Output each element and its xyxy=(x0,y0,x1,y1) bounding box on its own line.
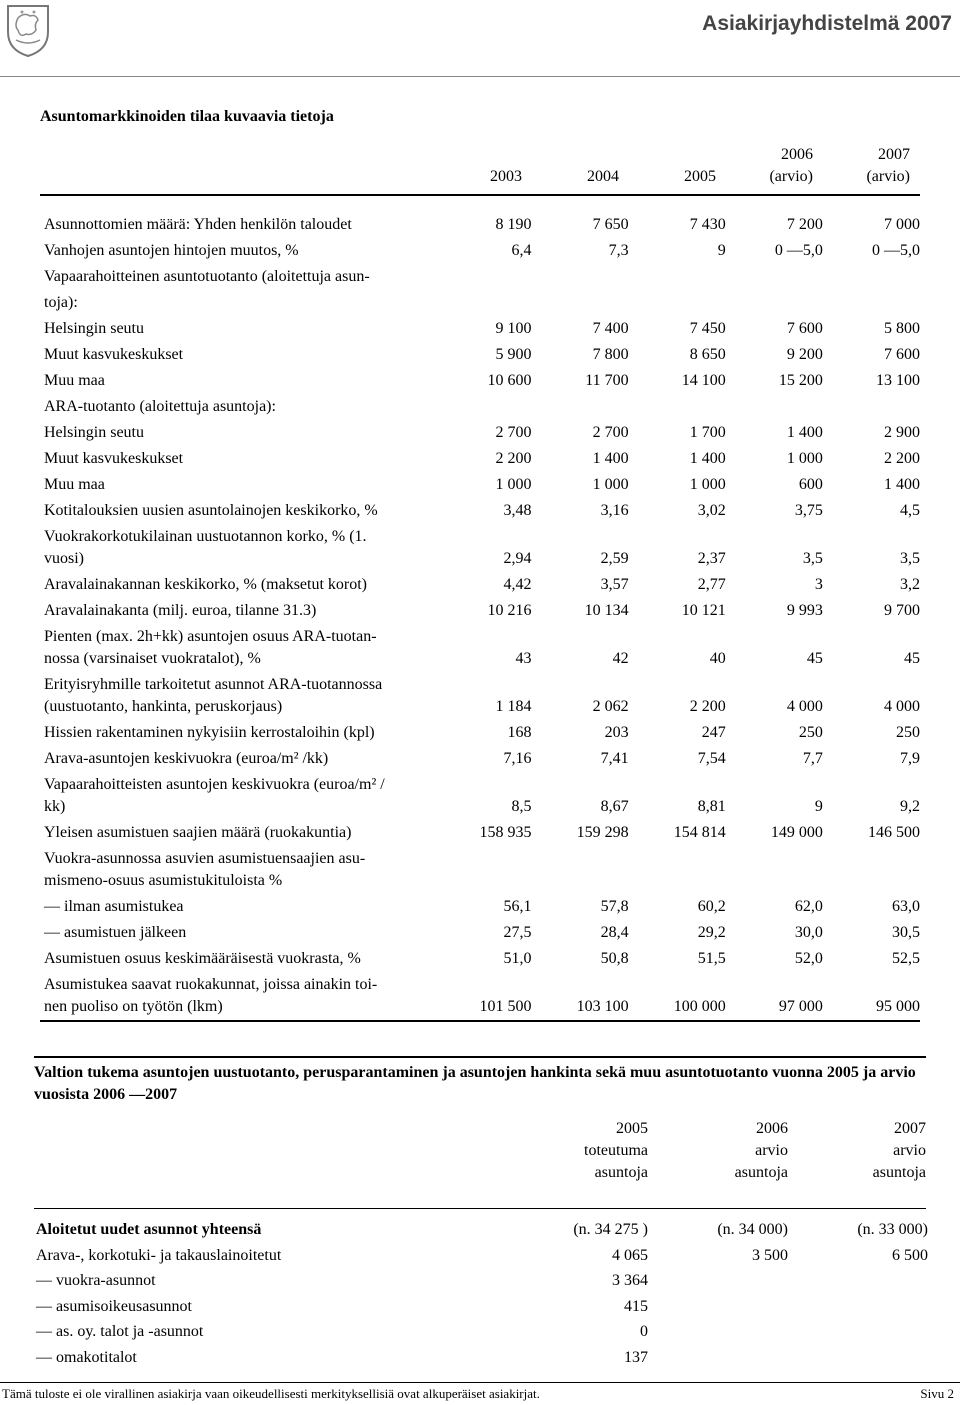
value-cell: 60,2 xyxy=(697,898,726,915)
row-label-line: — ilman asumistukea xyxy=(44,898,184,915)
value-cell: 0 —5,0 xyxy=(774,242,823,259)
table1-col-2003: 2003 xyxy=(490,168,522,185)
row-label xyxy=(40,394,434,420)
value-cell: 13 100 xyxy=(876,372,920,389)
row-label xyxy=(40,598,434,624)
value-cell: 3 500 xyxy=(752,1246,788,1264)
value-cell: 7 200 xyxy=(786,216,823,233)
row-label-line: nossa (varsinaiset vuokratalot), % xyxy=(44,650,261,667)
value-cell xyxy=(434,290,531,316)
table2-title: Valtion tukema asuntojen uustuotanto, perusparantaminen ja asuntojen hankinta sekä muu asuntotuotanto vuonna 2005 ja arvio vuosista 2006 —2007 xyxy=(34,1064,916,1103)
value-cell xyxy=(648,1345,788,1371)
row-label-line: Vuokra-asunnossa asuvien asumistuensaajien asu- xyxy=(44,850,366,867)
value-cell xyxy=(726,290,823,316)
value-cell: 250 xyxy=(896,724,920,741)
table-row xyxy=(40,290,920,316)
row-label xyxy=(40,342,434,368)
value-cell: 415 xyxy=(624,1297,648,1315)
value-cell xyxy=(726,394,823,420)
table-row xyxy=(40,772,920,820)
value-cell: 4,5 xyxy=(900,502,920,519)
row-label-line: Muu maa xyxy=(44,372,105,389)
value-cell: 30,5 xyxy=(892,924,920,941)
table-row xyxy=(40,498,920,524)
value-cell: 7 400 xyxy=(592,320,629,337)
value-cell: 8,81 xyxy=(697,798,726,815)
value-cell: 154 814 xyxy=(673,824,726,841)
value-cell: 7,7 xyxy=(802,750,823,767)
row-label xyxy=(40,420,434,446)
table-row xyxy=(40,572,920,598)
value-cell: 57,8 xyxy=(600,898,629,915)
value-cell: 6,4 xyxy=(511,242,532,259)
value-cell xyxy=(823,394,920,420)
table-row xyxy=(40,472,920,498)
value-cell: (n. 34 000) xyxy=(717,1221,788,1238)
row-label xyxy=(40,920,434,946)
row-label-line: (uustuotanto, hankinta, peruskorjaus) xyxy=(44,698,283,715)
table2-header xyxy=(34,1118,926,1194)
value-cell xyxy=(532,846,629,894)
value-cell: 3,75 xyxy=(794,502,823,519)
value-cell: 1 000 xyxy=(495,476,532,493)
row-label-line: Vapaarahoitteinen asuntotuotanto (aloitettuja asun- xyxy=(44,268,370,285)
value-cell: (n. 34 275 ) xyxy=(573,1221,648,1238)
value-cell xyxy=(726,264,823,290)
value-cell: 10 600 xyxy=(487,372,532,389)
value-cell: 2 200 xyxy=(689,698,726,715)
value-cell xyxy=(629,264,726,290)
value-cell: 4,42 xyxy=(503,576,532,593)
table-row xyxy=(40,420,920,446)
row-label: — as. oy. talot ja -asunnot xyxy=(36,1323,204,1340)
header-divider xyxy=(0,76,960,77)
table-row xyxy=(40,972,920,1021)
row-label xyxy=(40,472,434,498)
value-cell: 2 062 xyxy=(592,698,629,715)
row-label-line: Yleisen asumistuen saajien määrä (ruokakuntia) xyxy=(44,824,352,841)
row-label xyxy=(40,316,434,342)
value-cell xyxy=(823,846,920,894)
row-label-line: Kotitalouksien uusien asuntolainojen keskikorko, % xyxy=(44,502,378,519)
value-cell: 5 900 xyxy=(495,346,532,363)
table2-col-2007: 2007 arvio asuntoja xyxy=(872,1120,926,1181)
value-cell: 3,5 xyxy=(802,550,823,567)
value-cell xyxy=(629,290,726,316)
value-cell: 247 xyxy=(701,724,726,741)
value-cell: 3 xyxy=(814,576,823,593)
value-cell xyxy=(532,394,629,420)
value-cell xyxy=(434,264,531,290)
value-cell: 56,1 xyxy=(503,898,532,915)
row-label-line: Asumistuen osuus keskimääräisestä vuokrasta, % xyxy=(44,950,361,967)
row-label xyxy=(40,746,434,772)
row-label-line: Muut kasvukeskukset xyxy=(44,450,184,467)
table-row xyxy=(34,1268,928,1294)
value-cell: 7 650 xyxy=(592,216,629,233)
value-cell xyxy=(532,290,629,316)
value-cell: 1 000 xyxy=(786,450,823,467)
footer-disclaimer: Tämä tuloste ei ole virallinen asiakirja vaan oikeudellisesti merkityksellisiä ovat alkuperäiset asiakirjat. xyxy=(2,1386,540,1401)
value-cell: 9 200 xyxy=(786,346,823,363)
housing-market-table xyxy=(40,212,920,1022)
row-label xyxy=(40,772,434,820)
table-row xyxy=(40,524,920,572)
table-row xyxy=(40,368,920,394)
table-row xyxy=(40,946,920,972)
housing-market-table-section xyxy=(40,108,920,1022)
value-cell: 1 400 xyxy=(786,424,823,441)
value-cell: 51,0 xyxy=(503,950,532,967)
table-row xyxy=(34,1319,928,1345)
value-cell: 4 000 xyxy=(884,698,920,715)
value-cell: 3,57 xyxy=(600,576,629,593)
value-cell: 52,5 xyxy=(892,950,920,967)
value-cell: 9 700 xyxy=(884,602,920,619)
value-cell: 63,0 xyxy=(892,898,920,915)
value-cell: 101 500 xyxy=(434,972,531,1021)
row-label xyxy=(40,446,434,472)
value-cell: 8 190 xyxy=(495,216,532,233)
table1-col-2007: 2007 (arvio) xyxy=(866,146,910,185)
value-cell: 45 xyxy=(904,650,920,667)
value-cell: 100 000 xyxy=(629,972,726,1021)
table-row xyxy=(34,1345,928,1371)
value-cell: 137 xyxy=(624,1348,648,1366)
state-supported-production-table xyxy=(34,1217,928,1370)
row-label-line: — asumistuen jälkeen xyxy=(44,924,187,941)
value-cell: 8,67 xyxy=(600,798,629,815)
row-label-line: Aravalainakanta (milj. euroa, tilanne 31.3) xyxy=(44,602,317,619)
table1-title: Asuntomarkkinoiden tilaa kuvaavia tietoja xyxy=(40,108,334,125)
value-cell: 9,2 xyxy=(900,798,920,815)
value-cell: 158 935 xyxy=(479,824,532,841)
value-cell: 2,77 xyxy=(697,576,726,593)
value-cell: 2 200 xyxy=(495,450,532,467)
value-cell: 149 000 xyxy=(770,824,823,841)
value-cell: 1 184 xyxy=(495,698,532,715)
page-number: Sivu 2 xyxy=(920,1386,954,1401)
value-cell: 7 000 xyxy=(884,216,920,233)
row-label-line: Erityisryhmille tarkoitetut asunnot ARA-tuotannossa xyxy=(44,676,383,693)
row-label-line: toja): xyxy=(44,294,78,311)
value-cell xyxy=(648,1319,788,1345)
table-row xyxy=(34,1217,928,1243)
value-cell: 0 —5,0 xyxy=(872,242,920,259)
value-cell: 95 000 xyxy=(823,972,920,1021)
row-label xyxy=(40,212,434,238)
row-label xyxy=(40,846,434,894)
value-cell: 2 200 xyxy=(884,450,920,467)
value-cell: 1 400 xyxy=(592,450,629,467)
table-row xyxy=(40,446,920,472)
finnish-lion-coat-of-arms-icon xyxy=(4,2,52,58)
value-cell: 2 900 xyxy=(884,424,920,441)
row-label xyxy=(40,672,434,720)
value-cell: 10 134 xyxy=(584,602,629,619)
row-label: — asumisoikeusasunnot xyxy=(36,1297,192,1315)
value-cell xyxy=(788,1294,928,1320)
row-label-line: Pienten (max. 2h+kk) asuntojen osuus ARA-tuotan- xyxy=(44,628,377,645)
table1-col-2006: 2006 (arvio) xyxy=(769,146,813,185)
row-label xyxy=(40,264,434,290)
value-cell: 168 xyxy=(507,724,532,741)
value-cell: 4 065 xyxy=(612,1246,648,1264)
row-label xyxy=(40,946,434,972)
row-label-line: kk) xyxy=(44,798,66,815)
row-label-line: mismeno-osuus asumistukituloista % xyxy=(44,872,283,889)
value-cell: 2,37 xyxy=(697,550,726,567)
value-cell: 28,4 xyxy=(600,924,629,941)
value-cell: 103 100 xyxy=(532,972,629,1021)
value-cell: 159 298 xyxy=(576,824,629,841)
table-row xyxy=(40,846,920,894)
table-row xyxy=(40,598,920,624)
row-label-line: Asunnottomien määrä: Yhden henkilön taloudet xyxy=(44,216,352,233)
row-label-line: Vanhojen asuntojen hintojen muutos, % xyxy=(44,242,299,259)
value-cell: 27,5 xyxy=(503,924,532,941)
row-label-line: vuosi) xyxy=(44,550,84,567)
row-label-line: Helsingin seutu xyxy=(44,320,144,337)
value-cell: 7,41 xyxy=(600,750,629,767)
value-cell: 2,59 xyxy=(600,550,629,567)
table2-col-2005: 2005 toteutuma asuntoja xyxy=(584,1120,648,1181)
value-cell: 1 000 xyxy=(689,476,726,493)
table-row xyxy=(40,820,920,846)
table-row xyxy=(34,1243,928,1269)
value-cell: 600 xyxy=(798,476,823,493)
row-label-line: Muu maa xyxy=(44,476,105,493)
row-label: Arava-, korkotuki- ja takauslainoitetut xyxy=(36,1246,282,1264)
value-cell: 9 100 xyxy=(495,320,532,337)
value-cell: 7 800 xyxy=(592,346,629,363)
value-cell xyxy=(434,846,531,894)
state-supported-production-section xyxy=(34,1056,926,1370)
row-label xyxy=(40,624,434,672)
value-cell: 40 xyxy=(709,650,726,667)
value-cell xyxy=(788,1268,928,1294)
value-cell: 7 600 xyxy=(884,346,920,363)
table-row xyxy=(40,746,920,772)
value-cell: 42 xyxy=(612,650,629,667)
row-label xyxy=(40,238,434,264)
value-cell: 7,3 xyxy=(608,242,629,259)
value-cell: 43 xyxy=(515,650,532,667)
value-cell: 8,5 xyxy=(511,798,532,815)
value-cell: 0 xyxy=(640,1323,648,1340)
value-cell xyxy=(788,1319,928,1345)
table-row xyxy=(40,624,920,672)
table2-col-2006: 2006 arvio asuntoja xyxy=(734,1120,788,1181)
value-cell: 14 100 xyxy=(681,372,726,389)
table-row xyxy=(40,894,920,920)
row-label-line: nen puoliso on työtön (lkm) xyxy=(44,998,223,1015)
table-row xyxy=(40,394,920,420)
value-cell: 52,0 xyxy=(794,950,823,967)
table-row xyxy=(40,264,920,290)
value-cell xyxy=(788,1345,928,1371)
value-cell: 10 121 xyxy=(681,602,726,619)
value-cell: 50,8 xyxy=(600,950,629,967)
row-label xyxy=(40,498,434,524)
table-row xyxy=(40,920,920,946)
value-cell: 29,2 xyxy=(697,924,726,941)
value-cell xyxy=(629,846,726,894)
table1-col-2005: 2005 xyxy=(684,168,716,185)
value-cell: 1 400 xyxy=(689,450,726,467)
value-cell: 11 700 xyxy=(585,372,629,389)
row-label-line: Hissien rakentaminen nykyisiin kerrostaloihin (kpl) xyxy=(44,724,375,741)
value-cell: 3,16 xyxy=(600,502,629,519)
value-cell: 3,02 xyxy=(697,502,726,519)
value-cell: 5 800 xyxy=(884,320,920,337)
row-label: Aloitetut uudet asunnot yhteensä xyxy=(36,1221,262,1238)
value-cell: 1 000 xyxy=(592,476,629,493)
value-cell: 250 xyxy=(798,724,823,741)
row-label xyxy=(40,572,434,598)
value-cell: 97 000 xyxy=(726,972,823,1021)
value-cell: 6 500 xyxy=(892,1246,928,1264)
value-cell: (n. 33 000) xyxy=(857,1221,928,1238)
value-cell xyxy=(823,264,920,290)
row-label xyxy=(40,368,434,394)
table2-header-rule xyxy=(34,1208,926,1209)
row-label-line: Vuokrakorkotukilainan uustuotannon korko, % (1. xyxy=(44,528,367,545)
footer-divider xyxy=(0,1382,960,1383)
row-label-line: Asumistukea saavat ruokakunnat, joissa ainakin toi- xyxy=(44,976,378,993)
value-cell: 7 450 xyxy=(689,320,726,337)
table-row xyxy=(40,238,920,264)
row-label-line: Vapaarahoitteisten asuntojen keskivuokra (euroa/m² / xyxy=(44,776,385,793)
value-cell: 7 430 xyxy=(689,216,726,233)
value-cell: 8 650 xyxy=(689,346,726,363)
value-cell: 30,0 xyxy=(794,924,823,941)
table-row xyxy=(34,1294,928,1320)
row-label-line: Muut kasvukeskukset xyxy=(44,346,184,363)
value-cell xyxy=(823,290,920,316)
value-cell: 7,54 xyxy=(697,750,726,767)
row-label xyxy=(40,720,434,746)
table-row xyxy=(40,212,920,238)
value-cell: 7,16 xyxy=(503,750,532,767)
value-cell: 7 600 xyxy=(786,320,823,337)
value-cell: 203 xyxy=(604,724,629,741)
row-label-line: Helsingin seutu xyxy=(44,424,144,441)
row-label: — omakotitalot xyxy=(36,1348,137,1366)
row-label xyxy=(40,524,434,572)
value-cell: 1 700 xyxy=(689,424,726,441)
value-cell: 7,9 xyxy=(900,750,920,767)
row-label-line: ARA-tuotanto (aloitettuja asuntoja): xyxy=(44,398,276,415)
value-cell xyxy=(726,846,823,894)
table1-col-2004: 2004 xyxy=(587,168,619,185)
value-cell: 2 700 xyxy=(592,424,629,441)
value-cell: 15 200 xyxy=(778,372,823,389)
document-header-title: Asiakirjayhdistelmä 2007 xyxy=(702,12,952,35)
value-cell: 9 993 xyxy=(786,602,823,619)
table-row xyxy=(40,342,920,368)
value-cell: 4 000 xyxy=(786,698,823,715)
value-cell: 9 xyxy=(717,242,726,259)
table-row xyxy=(40,672,920,720)
row-label-line: Aravalainakannan keskikorko, % (maksetut korot) xyxy=(44,576,368,593)
value-cell: 45 xyxy=(806,650,823,667)
value-cell xyxy=(629,394,726,420)
table1-header xyxy=(40,138,920,196)
row-label: — vuokra-asunnot xyxy=(36,1272,156,1289)
value-cell xyxy=(648,1268,788,1294)
value-cell: 146 500 xyxy=(868,824,920,841)
row-label xyxy=(40,820,434,846)
value-cell xyxy=(434,394,531,420)
value-cell: 10 216 xyxy=(487,602,532,619)
table-row xyxy=(40,316,920,342)
value-cell: 3,2 xyxy=(900,576,920,593)
row-label xyxy=(40,894,434,920)
value-cell xyxy=(648,1294,788,1320)
row-label-line: Arava-asuntojen keskivuokra (euroa/m² /kk) xyxy=(44,750,329,767)
value-cell: 3 364 xyxy=(612,1272,648,1289)
value-cell: 51,5 xyxy=(697,950,726,967)
row-label xyxy=(40,972,434,1021)
value-cell: 1 400 xyxy=(884,476,920,493)
value-cell: 2 700 xyxy=(495,424,532,441)
value-cell xyxy=(532,264,629,290)
row-label xyxy=(40,290,434,316)
value-cell: 3,5 xyxy=(900,550,920,567)
value-cell: 9 xyxy=(814,798,823,815)
value-cell: 3,48 xyxy=(503,502,532,519)
table-row xyxy=(40,720,920,746)
value-cell: 62,0 xyxy=(794,898,823,915)
value-cell: 2,94 xyxy=(503,550,532,567)
